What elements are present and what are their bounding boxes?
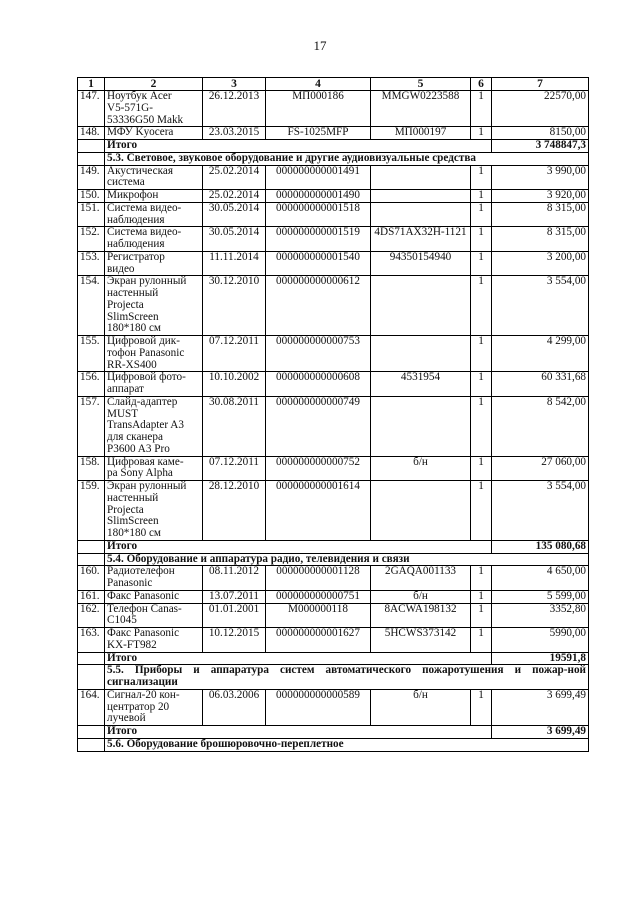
- item-name-line: видео: [107, 262, 135, 275]
- section-spacer: [78, 553, 105, 566]
- serial-number: 8ACWA198132: [371, 603, 471, 628]
- serial-number: [371, 481, 471, 541]
- table-row: [78, 372, 589, 397]
- inventory-number: 000000000000749: [266, 396, 371, 456]
- inventory-number: 000000000001490: [266, 190, 371, 203]
- item-name-line: Экран рулонный: [107, 275, 187, 288]
- item-name-line: система: [107, 176, 145, 189]
- item-number: 162.: [78, 603, 105, 628]
- acquisition-date: 06.03.2006: [203, 689, 266, 725]
- acquisition-date: 25.02.2014: [203, 165, 266, 190]
- item-name-line: Panasonic: [107, 577, 153, 590]
- amount: 3 554,00: [492, 481, 589, 541]
- amount: 5 599,00: [492, 590, 589, 603]
- acquisition-date: 11.11.2014: [203, 251, 266, 276]
- item-name: [105, 689, 203, 725]
- quantity: 1: [471, 372, 492, 397]
- table-row: [78, 456, 589, 481]
- table-row: [78, 190, 589, 203]
- item-name-line: Телефон Canas-: [107, 603, 182, 615]
- amount: 5990,00: [492, 628, 589, 653]
- section-spacer: [78, 152, 105, 165]
- item-name: [105, 481, 203, 541]
- quantity: 1: [471, 91, 492, 127]
- inventory-number: 000000000001128: [266, 566, 371, 591]
- total-row: [78, 540, 589, 553]
- amount: 3 990,00: [492, 165, 589, 190]
- item-name: [105, 603, 203, 628]
- item-name-line: Система видео-: [107, 202, 182, 214]
- col-header-6: 6: [471, 78, 492, 91]
- serial-number: 94350154940: [371, 251, 471, 276]
- inventory-number: 000000000001519: [266, 227, 371, 252]
- acquisition-date: 30.08.2011: [203, 396, 266, 456]
- acquisition-date: 08.11.2012: [203, 566, 266, 591]
- item-name: [105, 227, 203, 252]
- table-row: [78, 590, 589, 603]
- acquisition-date: 28.12.2010: [203, 481, 266, 541]
- acquisition-date: 26.12.2013: [203, 91, 266, 127]
- inventory-number: 000000000000753: [266, 336, 371, 372]
- quantity: 1: [471, 689, 492, 725]
- item-name: [105, 590, 203, 603]
- serial-number: [371, 336, 471, 372]
- item-name-line: Регистратор: [107, 251, 165, 263]
- inventory-number: 000000000001627: [266, 628, 371, 653]
- acquisition-date: 07.12.2011: [203, 336, 266, 372]
- inventory-number: 000000000000612: [266, 276, 371, 336]
- acquisition-date: 30.05.2014: [203, 227, 266, 252]
- item-number: 150.: [78, 190, 105, 203]
- item-number: 154.: [78, 276, 105, 336]
- quantity: 1: [471, 251, 492, 276]
- item-number: 153.: [78, 251, 105, 276]
- inventory-number: М000000118: [266, 603, 371, 628]
- quantity: 1: [471, 165, 492, 190]
- amount: 3 200,00: [492, 251, 589, 276]
- item-name-line: P3600 A3 Pro: [107, 442, 170, 455]
- item-name-line: Радиотелефон: [107, 565, 175, 578]
- amount: 3 699,49: [492, 689, 589, 725]
- serial-number: [371, 202, 471, 227]
- item-name-line: Микрофон: [107, 189, 159, 202]
- quantity: 1: [471, 190, 492, 203]
- amount: 8 315,00: [492, 202, 589, 227]
- item-name-line: MUST: [107, 407, 139, 420]
- item-name-line: Экран рулонный: [107, 480, 187, 493]
- quantity: 1: [471, 396, 492, 456]
- quantity: 1: [471, 456, 492, 481]
- table-row: [78, 566, 589, 591]
- table-row: [78, 251, 589, 276]
- item-name-line: Факс Panasonic: [107, 627, 180, 640]
- item-name: [105, 456, 203, 481]
- total-row: [78, 652, 589, 665]
- amount: 3 920,00: [492, 190, 589, 203]
- total-label: Итого: [105, 140, 492, 153]
- item-number: 148.: [78, 127, 105, 140]
- item-name: [105, 628, 203, 653]
- item-name: [105, 276, 203, 336]
- item-number: 151.: [78, 202, 105, 227]
- acquisition-date: 23.03.2015: [203, 127, 266, 140]
- table-row: [78, 336, 589, 372]
- item-name-line: Акустическая: [107, 165, 174, 177]
- quantity: 1: [471, 590, 492, 603]
- amount: 8150,00: [492, 127, 589, 140]
- total-amount: 3 748847,3: [492, 140, 589, 153]
- total-amount: 3 699,49: [492, 726, 589, 739]
- item-name-line: 53336G50 Makk: [107, 113, 184, 126]
- item-name-line: Цифровой дик-: [107, 335, 180, 348]
- col-header-3: 3: [203, 78, 266, 91]
- section-spacer: [78, 738, 105, 751]
- col-header-1: 1: [78, 78, 105, 91]
- quantity: 1: [471, 227, 492, 252]
- col-header-5: 5: [371, 78, 471, 91]
- item-name: [105, 251, 203, 276]
- table-row: [78, 276, 589, 336]
- inventory-number: 000000000000751: [266, 590, 371, 603]
- item-name-line: наблюдения: [107, 213, 165, 226]
- item-name-line: 180*180 см: [107, 322, 161, 335]
- acquisition-date: 10.12.2015: [203, 628, 266, 653]
- section-title: 5.6. Оборудование брошюровочно-переплетное: [105, 738, 589, 751]
- item-name-line: RR-XS400: [107, 358, 157, 371]
- item-name: [105, 336, 203, 372]
- item-name-line: TransAdapter A3: [107, 419, 184, 432]
- item-name-line: Projecta: [107, 503, 144, 516]
- inventory-number: FS-1025MFP: [266, 127, 371, 140]
- section-spacer: [78, 665, 105, 690]
- section-title: 5.4. Оборудование и аппаратура радио, телевидения и связи: [105, 553, 589, 566]
- item-number: 160.: [78, 566, 105, 591]
- item-number: 159.: [78, 481, 105, 541]
- item-number: 155.: [78, 336, 105, 372]
- serial-number: 4DS71AX32H-1121: [371, 227, 471, 252]
- item-number: 161.: [78, 590, 105, 603]
- item-name-line: для сканера: [107, 431, 163, 444]
- inventory-number: 000000000001614: [266, 481, 371, 541]
- item-name-line: Сигнал-20 кон-: [107, 689, 180, 701]
- col-header-2: 2: [105, 78, 203, 91]
- item-name-line: центратор 20: [107, 700, 170, 713]
- col-header-7: 7: [492, 78, 589, 91]
- acquisition-date: 07.12.2011: [203, 456, 266, 481]
- item-name-line: V5-571G-: [107, 101, 153, 114]
- serial-number: 4531954: [371, 372, 471, 397]
- serial-number: [371, 276, 471, 336]
- inventory-number: МП000186: [266, 91, 371, 127]
- amount: 8 542,00: [492, 396, 589, 456]
- item-number: 158.: [78, 456, 105, 481]
- amount: 4 299,00: [492, 336, 589, 372]
- acquisition-date: 30.12.2010: [203, 276, 266, 336]
- amount: 22570,00: [492, 91, 589, 127]
- quantity: 1: [471, 628, 492, 653]
- item-name-line: SlimScreen: [107, 515, 159, 528]
- section-row: [78, 665, 589, 690]
- table-row: [78, 396, 589, 456]
- acquisition-date: 01.01.2001: [203, 603, 266, 628]
- item-number: 152.: [78, 227, 105, 252]
- item-name: [105, 202, 203, 227]
- total-row: [78, 726, 589, 739]
- inventory-number: 000000000001540: [266, 251, 371, 276]
- item-name-line: KX-FT982: [107, 638, 157, 651]
- item-name-line: тофон Panasonic: [107, 346, 185, 359]
- serial-number: б/н: [371, 590, 471, 603]
- item-number: 147.: [78, 91, 105, 127]
- item-name: [105, 165, 203, 190]
- acquisition-date: 13.07.2011: [203, 590, 266, 603]
- amount: 3352,80: [492, 603, 589, 628]
- quantity: 1: [471, 127, 492, 140]
- inventory-number: 000000000001518: [266, 202, 371, 227]
- table-row: [78, 165, 589, 190]
- table-row: [78, 603, 589, 628]
- item-name-line: Система видео-: [107, 226, 182, 239]
- quantity: 1: [471, 481, 492, 541]
- serial-number: б/н: [371, 456, 471, 481]
- item-name-line: Слайд-адаптер: [107, 396, 178, 408]
- item-name-line: C1045: [107, 614, 137, 627]
- item-name-line: настенный: [107, 287, 159, 300]
- item-name-line: МФУ Kyocera: [107, 126, 174, 139]
- amount: 60 331,68: [492, 372, 589, 397]
- quantity: 1: [471, 336, 492, 372]
- inventory-number: 000000000000589: [266, 689, 371, 725]
- item-name-line: Projecta: [107, 298, 144, 311]
- total-spacer: [78, 652, 105, 665]
- item-name-line: аппарат: [107, 383, 144, 396]
- item-name-line: SlimScreen: [107, 310, 159, 323]
- item-number: 156.: [78, 372, 105, 397]
- item-name-line: Цифровой фото-: [107, 371, 186, 384]
- table-row: [78, 202, 589, 227]
- table-row: [78, 481, 589, 541]
- table-row: [78, 127, 589, 140]
- total-row: [78, 140, 589, 153]
- table-row: [78, 91, 589, 127]
- item-name-line: Факс Panasonic: [107, 590, 180, 602]
- inventory-number: 000000000000752: [266, 456, 371, 481]
- item-number: 163.: [78, 628, 105, 653]
- total-label: Итого: [105, 540, 492, 553]
- amount: 27 060,00: [492, 456, 589, 481]
- quantity: 1: [471, 202, 492, 227]
- serial-number: [371, 396, 471, 456]
- inventory-number: 000000000000608: [266, 372, 371, 397]
- section-row: [78, 738, 589, 751]
- amount: 4 650,00: [492, 566, 589, 591]
- total-spacer: [78, 540, 105, 553]
- serial-number: MMGW0223588: [371, 91, 471, 127]
- serial-number: 5HCWS373142: [371, 628, 471, 653]
- item-name-line: ра Sony Alpha: [107, 467, 173, 480]
- item-name-line: Ноутбук Acer: [107, 90, 172, 103]
- item-name-line: настенный: [107, 491, 159, 504]
- item-number: 157.: [78, 396, 105, 456]
- table-row: [78, 628, 589, 653]
- serial-number: [371, 165, 471, 190]
- acquisition-date: 30.05.2014: [203, 202, 266, 227]
- total-spacer: [78, 726, 105, 739]
- item-name-line: лучевой: [107, 712, 146, 725]
- serial-number: 2GAQA001133: [371, 566, 471, 591]
- item-name: [105, 372, 203, 397]
- item-name-line: наблюдения: [107, 238, 165, 251]
- table-row: [78, 689, 589, 725]
- acquisition-date: 10.10.2002: [203, 372, 266, 397]
- quantity: 1: [471, 566, 492, 591]
- serial-number: МП000197: [371, 127, 471, 140]
- item-name: [105, 91, 203, 127]
- total-label: Итого: [105, 726, 492, 739]
- acquisition-date: 25.02.2014: [203, 190, 266, 203]
- section-title: 5.5. Приборы и аппаратура систем автоматического пожаротушения и пожар-ной сигнализации: [105, 665, 589, 690]
- inventory-table: [77, 77, 589, 752]
- inventory-number: 000000000001491: [266, 165, 371, 190]
- item-name: [105, 396, 203, 456]
- page-number: 17: [313, 38, 327, 53]
- item-number: 149.: [78, 165, 105, 190]
- item-name: [105, 566, 203, 591]
- section-title: 5.3. Световое, звуковое оборудование и другие аудиовизуальные средства: [105, 152, 589, 165]
- header-row: [78, 78, 589, 91]
- item-name-line: 180*180 см: [107, 527, 161, 540]
- serial-number: [371, 190, 471, 203]
- item-number: 164.: [78, 689, 105, 725]
- quantity: 1: [471, 276, 492, 336]
- section-row: [78, 152, 589, 165]
- item-name: [105, 190, 203, 203]
- total-amount: 19591,8: [492, 652, 589, 665]
- section-row: [78, 553, 589, 566]
- item-name-line: Цифровая каме-: [107, 456, 184, 468]
- amount: 8 315,00: [492, 227, 589, 252]
- table-row: [78, 227, 589, 252]
- amount: 3 554,00: [492, 276, 589, 336]
- serial-number: б/н: [371, 689, 471, 725]
- total-amount: 135 080,68: [492, 540, 589, 553]
- total-label: Итого: [105, 652, 492, 665]
- item-name: [105, 127, 203, 140]
- quantity: 1: [471, 603, 492, 628]
- col-header-4: 4: [266, 78, 371, 91]
- total-spacer: [78, 140, 105, 153]
